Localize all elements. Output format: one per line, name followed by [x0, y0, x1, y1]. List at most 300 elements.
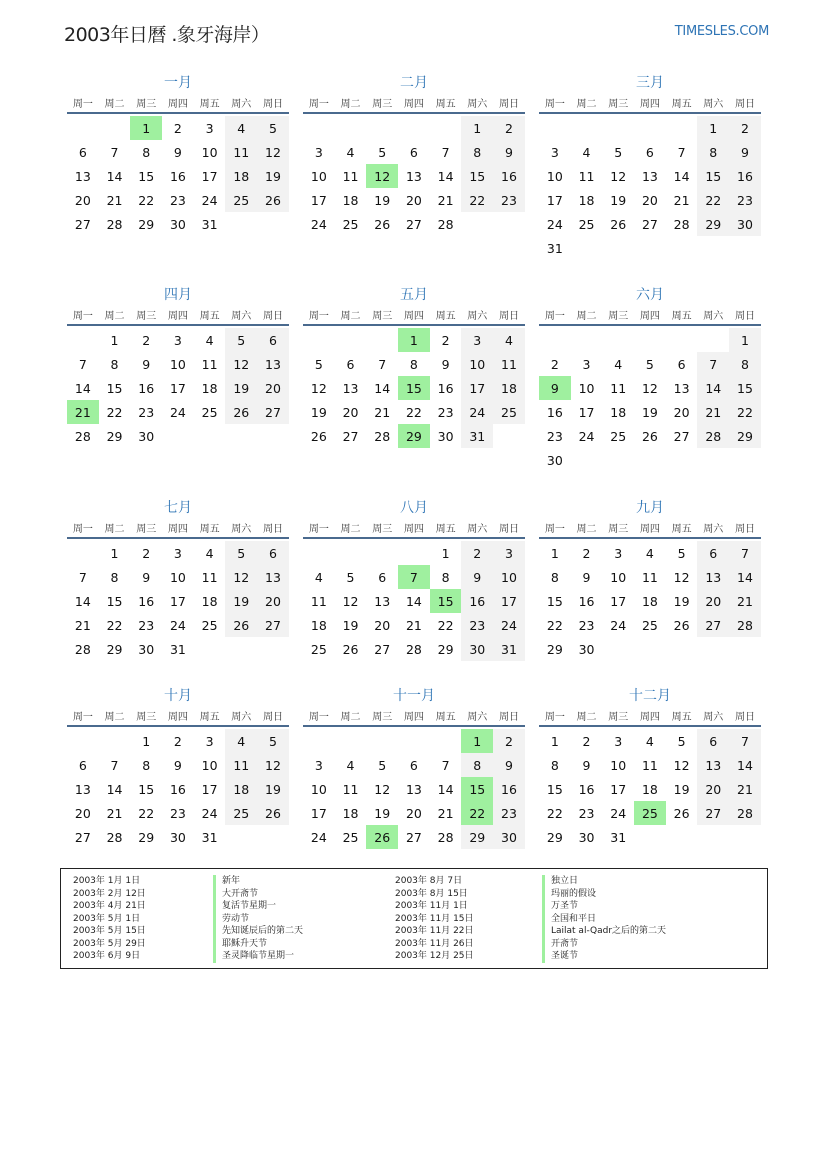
empty-cell [194, 424, 226, 448]
legend-date: 2003年 11月 1日 [395, 901, 468, 911]
day-cell: 27 [697, 801, 729, 825]
weekday-label: 周五 [435, 524, 456, 535]
empty-cell [666, 637, 698, 661]
day-cell: 2 [173, 733, 182, 749]
month-9 [539, 498, 761, 661]
weekday-label: 周二 [104, 712, 125, 723]
day-cell: 18 [641, 593, 658, 609]
legend-dates-col-2 [395, 875, 474, 963]
day-cell: 19 [225, 376, 257, 400]
day-cell: 14 [106, 168, 123, 184]
day-cell: 29 [106, 641, 123, 657]
day-cell: 21 [729, 777, 761, 801]
day-cell: 5 [378, 144, 387, 160]
day-cell: 2 [142, 545, 151, 561]
day-cell: 26 [257, 801, 289, 825]
day-cell: 27 [374, 641, 391, 657]
day-cell: 1 [729, 328, 761, 352]
day-cell: 7 [110, 144, 119, 160]
empty-cell [335, 729, 367, 753]
day-cell: 2 [142, 332, 151, 348]
day-cell: 8 [142, 757, 151, 773]
day-cell: 24 [578, 428, 595, 444]
day-cell: 22 [437, 617, 454, 633]
day-cell: 7 [110, 757, 119, 773]
month-2 [303, 73, 525, 236]
day-cell: 21 [106, 192, 123, 208]
day-cell: 11 [310, 593, 327, 609]
empty-cell [335, 328, 367, 352]
day-grid [539, 328, 761, 472]
weekday-label: 周四 [167, 311, 188, 322]
day-cell: 4 [225, 116, 257, 140]
empty-cell [634, 236, 666, 260]
day-cell: 16 [138, 593, 155, 609]
day-cell: 2 [582, 545, 591, 561]
holiday-day-cell: 26 [366, 825, 398, 849]
weekday-label: 周六 [703, 99, 724, 110]
month-title: 五月 [400, 287, 428, 303]
day-cell: 30 [578, 829, 595, 845]
weekday-label: 周六 [231, 99, 252, 110]
day-cell: 31 [201, 829, 218, 845]
legend-holiday-name: 独立日 [542, 875, 666, 888]
weekday-label: 周一 [72, 524, 93, 535]
weekday-label: 周三 [608, 524, 629, 535]
empty-cell [257, 637, 289, 661]
legend-holiday-name: 大开斋节 [213, 888, 303, 901]
day-cell: 11 [493, 352, 525, 376]
empty-cell [602, 448, 634, 472]
weekday-label: 周日 [498, 99, 519, 110]
holiday-legend [60, 868, 768, 969]
day-cell: 16 [546, 404, 563, 420]
weekday-label: 周二 [340, 712, 361, 723]
day-cell: 21 [74, 617, 91, 633]
day-cell: 3 [314, 144, 323, 160]
empty-cell [257, 825, 289, 849]
weekday-label: 周一 [544, 99, 565, 110]
day-cell: 31 [201, 216, 218, 232]
legend-date: 2003年 2月 12日 [73, 888, 146, 899]
day-cell: 18 [225, 164, 257, 188]
day-cell: 16 [437, 380, 454, 396]
month-title: 十二月 [629, 688, 671, 704]
day-grid [303, 541, 525, 661]
empty-cell [303, 541, 335, 565]
day-cell: 31 [546, 240, 563, 256]
day-cell: 8 [729, 352, 761, 376]
day-cell: 8 [550, 757, 559, 773]
day-cell: 26 [225, 613, 257, 637]
weekday-label: 周六 [703, 311, 724, 322]
weekday-label: 周六 [467, 311, 488, 322]
day-cell: 27 [673, 428, 690, 444]
weekday-label: 周四 [639, 524, 660, 535]
day-cell: 11 [578, 168, 595, 184]
empty-cell [225, 212, 257, 236]
holiday-day-cell: 7 [398, 565, 430, 589]
day-cell: 24 [461, 400, 493, 424]
day-cell: 10 [201, 144, 218, 160]
month-1 [67, 73, 289, 236]
day-cell: 13 [257, 565, 289, 589]
day-cell: 7 [677, 144, 686, 160]
day-cell: 7 [78, 569, 87, 585]
empty-cell [493, 212, 525, 236]
day-cell: 7 [441, 757, 450, 773]
day-cell: 7 [378, 356, 387, 372]
day-cell: 3 [205, 120, 214, 136]
empty-cell [257, 424, 289, 448]
day-cell: 17 [169, 593, 186, 609]
day-cell: 7 [729, 729, 761, 753]
day-cell: 18 [225, 777, 257, 801]
weekday-label: 周三 [608, 311, 629, 322]
day-cell: 17 [610, 781, 627, 797]
day-cell: 21 [729, 589, 761, 613]
day-cell: 17 [310, 192, 327, 208]
day-cell: 4 [346, 144, 355, 160]
day-cell: 28 [697, 424, 729, 448]
empty-cell [634, 328, 666, 352]
day-cell: 22 [461, 188, 493, 212]
weekday-label: 周五 [671, 524, 692, 535]
legend-holiday-name: 新年 [213, 875, 303, 888]
day-cell: 5 [314, 356, 323, 372]
site-name[interactable]: TIMESLES.COM [674, 24, 769, 39]
weekday-header [539, 706, 761, 727]
legend-date: 2003年 5月 29日 [73, 938, 146, 949]
day-cell: 7 [729, 541, 761, 565]
day-cell: 12 [310, 380, 327, 396]
day-cell: 4 [314, 569, 323, 585]
day-cell: 14 [729, 753, 761, 777]
day-cell: 30 [546, 452, 563, 468]
day-cell: 27 [342, 428, 359, 444]
legend-date: 2003年 5月 15日 [73, 926, 146, 936]
day-cell: 28 [106, 829, 123, 845]
legend-holiday-name: 先知诞辰后的第二天 [213, 925, 303, 938]
weekday-header [303, 93, 525, 114]
weekday-label: 周三 [608, 99, 629, 110]
day-cell: 20 [257, 376, 289, 400]
empty-cell [430, 729, 462, 753]
day-cell: 15 [546, 593, 563, 609]
day-cell: 26 [257, 188, 289, 212]
day-cell: 4 [205, 332, 214, 348]
day-cell: 22 [106, 404, 123, 420]
empty-cell [729, 236, 761, 260]
day-cell: 5 [257, 729, 289, 753]
day-cell: 27 [257, 613, 289, 637]
empty-cell [602, 328, 634, 352]
day-cell: 7 [441, 144, 450, 160]
day-grid [539, 729, 761, 849]
day-cell: 17 [493, 589, 525, 613]
month-title: 二月 [400, 75, 428, 91]
day-cell: 15 [106, 593, 123, 609]
empty-cell [67, 116, 99, 140]
empty-cell [366, 116, 398, 140]
weekday-label: 周二 [104, 311, 125, 322]
day-cell: 12 [374, 781, 391, 797]
weekday-header [67, 706, 289, 727]
legend-date: 2003年 5月 1日 [73, 913, 141, 924]
day-cell: 6 [346, 356, 355, 372]
weekday-label: 周四 [403, 99, 424, 110]
legend-date: 2003年 8月 15日 [395, 888, 468, 899]
day-cell: 10 [578, 380, 595, 396]
weekday-label: 周二 [576, 99, 597, 110]
day-cell: 27 [405, 829, 422, 845]
day-cell: 13 [673, 380, 690, 396]
day-cell: 25 [641, 617, 658, 633]
day-cell: 22 [405, 404, 422, 420]
day-cell: 30 [169, 216, 186, 232]
day-cell: 9 [729, 140, 761, 164]
empty-cell [697, 236, 729, 260]
weekday-label: 周四 [167, 524, 188, 535]
day-cell: 21 [437, 805, 454, 821]
weekday-label: 周四 [639, 311, 660, 322]
day-cell: 5 [677, 545, 686, 561]
weekday-label: 周一 [308, 524, 329, 535]
day-cell: 25 [342, 829, 359, 845]
day-cell: 30 [729, 212, 761, 236]
day-cell: 11 [641, 569, 658, 585]
empty-cell [634, 637, 666, 661]
day-cell: 30 [138, 428, 155, 444]
day-cell: 19 [641, 404, 658, 420]
day-cell: 16 [169, 781, 186, 797]
day-cell: 30 [493, 825, 525, 849]
empty-cell [697, 448, 729, 472]
day-cell: 5 [378, 757, 387, 773]
day-cell: 15 [138, 781, 155, 797]
day-cell: 4 [645, 733, 654, 749]
legend-date: 2003年 4月 21日 [73, 901, 146, 911]
day-cell: 3 [205, 733, 214, 749]
day-cell: 3 [550, 144, 559, 160]
weekday-label: 周二 [340, 524, 361, 535]
weekday-label: 周一 [72, 99, 93, 110]
day-cell: 1 [461, 116, 493, 140]
day-cell: 17 [461, 376, 493, 400]
day-cell: 28 [74, 428, 91, 444]
day-cell: 9 [493, 753, 525, 777]
empty-cell [162, 424, 194, 448]
day-cell: 30 [461, 637, 493, 661]
day-cell: 22 [138, 805, 155, 821]
weekday-label: 周一 [544, 712, 565, 723]
weekday-label: 周五 [199, 524, 220, 535]
day-cell: 4 [493, 328, 525, 352]
day-cell: 8 [110, 356, 119, 372]
legend-holiday-name: 耶稣升天节 [213, 938, 303, 951]
empty-cell [225, 825, 257, 849]
day-grid [303, 116, 525, 236]
day-cell: 13 [697, 565, 729, 589]
day-cell: 25 [578, 216, 595, 232]
day-cell: 6 [78, 757, 87, 773]
day-cell: 1 [142, 733, 151, 749]
day-cell: 17 [310, 805, 327, 821]
day-cell: 8 [441, 569, 450, 585]
page-title: 2003年日曆 .象牙海岸） [64, 24, 270, 46]
day-cell: 6 [378, 569, 387, 585]
empty-cell [729, 637, 761, 661]
day-cell: 29 [461, 825, 493, 849]
weekday-header [67, 518, 289, 539]
day-cell: 14 [729, 565, 761, 589]
day-cell: 19 [374, 192, 391, 208]
day-cell: 14 [405, 593, 422, 609]
day-cell: 17 [578, 404, 595, 420]
holiday-day-cell: 29 [398, 424, 430, 448]
day-cell: 20 [342, 404, 359, 420]
holiday-day-cell: 12 [366, 164, 398, 188]
day-cell: 3 [493, 541, 525, 565]
empty-cell [257, 212, 289, 236]
day-cell: 10 [201, 757, 218, 773]
day-cell: 29 [729, 424, 761, 448]
day-cell: 10 [310, 168, 327, 184]
empty-cell [666, 825, 698, 849]
day-cell: 3 [614, 733, 623, 749]
month-12 [539, 686, 761, 849]
day-cell: 10 [461, 352, 493, 376]
empty-cell [398, 541, 430, 565]
legend-dates-col-1 [73, 875, 146, 963]
day-cell: 15 [697, 164, 729, 188]
weekday-header [303, 305, 525, 326]
holiday-day-cell: 25 [634, 801, 666, 825]
day-cell: 3 [461, 328, 493, 352]
empty-cell [666, 328, 698, 352]
empty-cell [225, 637, 257, 661]
holiday-day-cell: 22 [461, 801, 493, 825]
weekday-header [539, 93, 761, 114]
empty-cell [697, 328, 729, 352]
weekday-label: 周四 [403, 524, 424, 535]
day-cell: 23 [493, 801, 525, 825]
empty-cell [539, 116, 571, 140]
day-cell: 12 [673, 569, 690, 585]
legend-date: 2003年 1月 1日 [73, 876, 141, 886]
day-cell: 8 [461, 140, 493, 164]
weekday-label: 周六 [231, 524, 252, 535]
empty-cell [602, 637, 634, 661]
weekday-label: 周一 [544, 524, 565, 535]
weekday-label: 周日 [262, 311, 283, 322]
weekday-label: 周六 [703, 712, 724, 723]
day-cell: 20 [405, 805, 422, 821]
day-cell: 27 [405, 216, 422, 232]
day-cell: 28 [437, 829, 454, 845]
day-cell: 11 [342, 781, 359, 797]
day-cell: 31 [610, 829, 627, 845]
weekday-header [67, 305, 289, 326]
day-cell: 17 [201, 168, 218, 184]
day-cell: 9 [173, 144, 182, 160]
day-cell: 21 [437, 192, 454, 208]
day-cell: 20 [257, 589, 289, 613]
day-cell: 16 [169, 168, 186, 184]
day-cell: 14 [106, 781, 123, 797]
day-cell: 17 [610, 593, 627, 609]
weekday-label: 周二 [104, 524, 125, 535]
weekday-label: 周四 [167, 99, 188, 110]
weekday-label: 周五 [435, 311, 456, 322]
day-cell: 12 [225, 352, 257, 376]
day-cell: 20 [74, 805, 91, 821]
day-cell: 28 [437, 216, 454, 232]
day-cell: 1 [110, 545, 119, 561]
day-cell: 25 [225, 801, 257, 825]
weekday-label: 周一 [308, 712, 329, 723]
empty-cell [303, 328, 335, 352]
day-cell: 9 [173, 757, 182, 773]
day-cell: 22 [729, 400, 761, 424]
day-cell: 10 [169, 356, 186, 372]
day-cell: 22 [106, 617, 123, 633]
day-cell: 22 [546, 805, 563, 821]
day-cell: 26 [673, 617, 690, 633]
day-cell: 18 [578, 192, 595, 208]
day-cell: 12 [257, 753, 289, 777]
day-cell: 6 [677, 356, 686, 372]
day-cell: 1 [550, 733, 559, 749]
day-cell: 30 [138, 641, 155, 657]
holiday-day-cell: 15 [430, 589, 462, 613]
month-7 [67, 498, 289, 661]
day-cell: 5 [645, 356, 654, 372]
day-cell: 18 [201, 593, 218, 609]
day-cell: 10 [310, 781, 327, 797]
day-cell: 24 [493, 613, 525, 637]
day-cell: 16 [138, 380, 155, 396]
day-cell: 28 [405, 641, 422, 657]
empty-cell [99, 116, 131, 140]
day-cell: 27 [697, 613, 729, 637]
day-cell: 11 [225, 140, 257, 164]
day-cell: 24 [169, 617, 186, 633]
day-cell: 26 [310, 428, 327, 444]
day-cell: 21 [673, 192, 690, 208]
day-cell: 14 [697, 376, 729, 400]
holiday-day-cell: 1 [398, 328, 430, 352]
empty-cell [303, 116, 335, 140]
day-cell: 20 [374, 617, 391, 633]
day-cell: 27 [641, 216, 658, 232]
day-cell: 9 [142, 569, 151, 585]
day-grid [303, 328, 525, 448]
day-cell: 5 [225, 541, 257, 565]
day-cell: 25 [225, 188, 257, 212]
day-cell: 2 [550, 356, 559, 372]
empty-cell [729, 825, 761, 849]
day-cell: 25 [201, 617, 218, 633]
day-cell: 8 [461, 753, 493, 777]
day-grid [539, 116, 761, 260]
day-cell: 30 [578, 641, 595, 657]
weekday-header [67, 93, 289, 114]
day-cell: 18 [201, 380, 218, 396]
day-cell: 29 [138, 216, 155, 232]
day-cell: 27 [74, 829, 91, 845]
day-cell: 6 [257, 541, 289, 565]
